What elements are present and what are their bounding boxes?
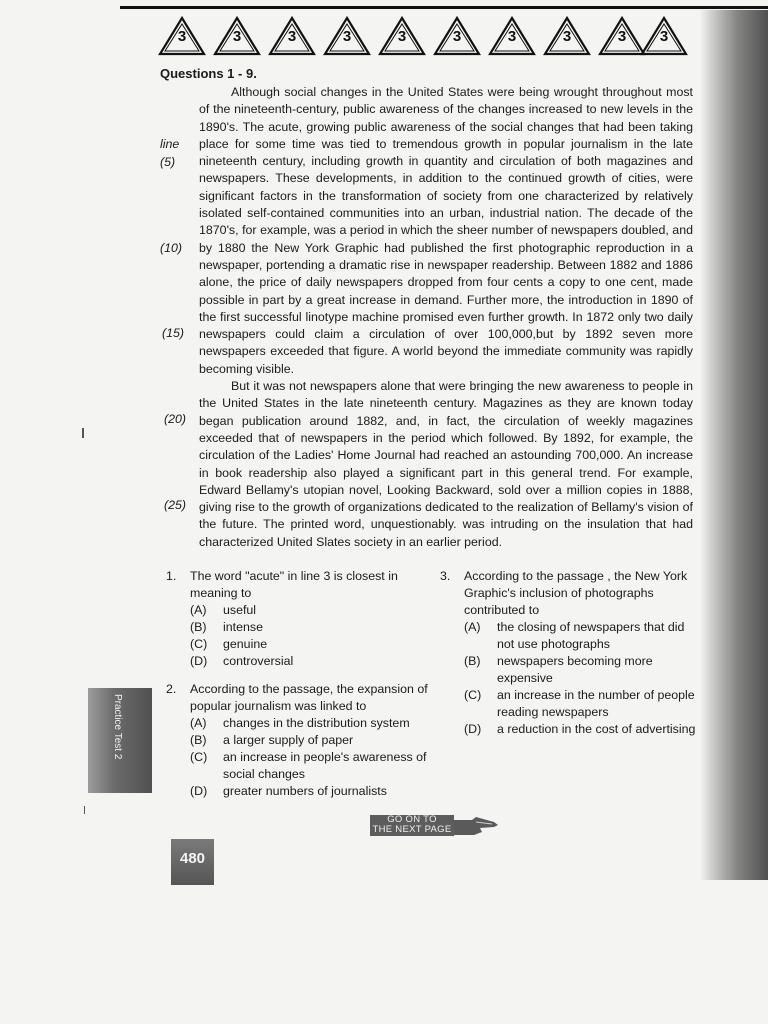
section-badge [268,16,316,56]
page-number: 480 [179,850,206,867]
scan-speck [82,428,84,438]
page-number-box [171,839,214,885]
answer-option[interactable] [464,687,700,721]
answer-option[interactable] [464,653,700,687]
option-letter: (A) [464,620,481,634]
scan-speck [84,806,85,814]
answer-option[interactable] [190,636,436,653]
answer-option[interactable] [190,783,436,800]
option-text: an increase in people's awareness of social changes [223,750,427,781]
section-badges [158,16,688,56]
question-stem: The word "acute" in line 3 is closest in meaning to [190,569,398,600]
question-stem: According to the passage , the New York Graphic's inclusion of photographs contributed to [464,569,688,617]
option-text: newspapers becoming more expensive [497,654,653,685]
badge-number: 3 [177,28,187,45]
option-text: controversial [223,654,294,668]
section-badge [598,16,646,56]
badge-number: 3 [507,28,517,45]
go-on-label [370,815,454,836]
section-badge [158,16,206,56]
question-stem: According to the passage, the expansion of popular journalism was linked to [190,682,428,713]
badge-number: 3 [659,28,669,45]
option-text: a reduction in the cost of advertising [497,722,696,736]
option-text: intense [223,620,263,634]
answer-option[interactable] [464,619,700,653]
option-letter: (B) [190,733,207,747]
go-on-next-page-button[interactable] [370,815,498,837]
page-binding-shadow [700,10,768,880]
badge-number: 3 [342,28,352,45]
answer-option[interactable] [190,732,436,749]
answer-option[interactable] [190,749,436,783]
section-badge [543,16,591,56]
answer-option[interactable] [464,721,700,738]
question-1 [166,568,436,670]
option-letter: (C) [464,688,482,702]
option-letter: (A) [190,716,207,730]
option-letter: (C) [190,750,208,764]
question-3 [440,568,700,738]
line-marker: (5) [160,155,176,169]
badge-number: 3 [232,28,242,45]
line-marker: (25) [164,498,187,512]
option-letter: (B) [190,620,207,634]
line-marker: (20) [164,412,187,426]
option-letter: (A) [190,603,207,617]
option-letter: (B) [464,654,481,668]
answer-option[interactable] [190,715,436,732]
question-2 [166,681,436,800]
section-badge [378,16,426,56]
pointing-hand-icon [454,816,498,836]
go-on-line2: THE NEXT PAGE [372,824,452,835]
passage-paragraph: Although social changes in the United States were being wrought throughout most of the nineteenth-century, public awareness of the changes increased to new levels in the 1890's. The acute, growing public awareness of the social changes that had been taking place for some time was tied to tremendous growth in popular journalism in the late nineteenth century, including growth in quantity and circulation of both magazines and newspapers. These developments, in addition to the continued growth of cities, were significant factors in the transformation of society from one characterized by relatively isolated self-contained communities into an urban, industrial nation. The decade of the 1870's, for example, was a period in which the sheer number of newspapers doubled, and by 1880 the New York Graphic had published the first photographic reproduction in a newspaper, portending a dramatic rise in newspaper readership. Between 1882 and 1886 alone, the price of daily newspapers dropped from four cents a copy to one cent, made possible in part by a great increase in demand. Further more, the introduction in 1890 of the first successful linotype machine promised even further growth. In 1872 only two daily newspapers could claim a circulation of over 100,000,but by 1892 seven more newspapers exceeded that figure. A world beyond the immediate community was rapidly becoming visible. [199,85,693,376]
option-letter: (D) [464,722,482,736]
option-text: an increase in the number of people reading newspapers [497,688,695,719]
option-letter: (C) [190,637,208,651]
practice-test-side-tab [88,688,152,793]
badge-number: 3 [452,28,462,45]
questions-left-column [166,568,436,811]
badge-number: 3 [617,28,627,45]
line-marker: line [160,137,180,151]
badge-number: 3 [397,28,407,45]
line-marker: (15) [162,326,185,340]
line-marker: (10) [160,241,183,255]
answer-option[interactable] [190,653,436,670]
question-number: 3. [440,569,451,583]
side-tab-label: Practice Test 2 [112,694,123,760]
question-number: 1. [166,569,177,583]
passage-paragraph: But it was not newspapers alone that were bringing the new awareness to people in the United States in the late nineteenth century. Magazines as they are known today began publication around 1882, and, in fact, the circulation of weekly magazines exceeded that of newspapers in the period which followed. By 1892, for example, the circulation of the Ladies' Home Journal had reached an astounding 700,000. An increase in book readership also played a significant part in this general trend. For example, Edward Bellamy's utopian novel, Looking Backward, sold over a million copies in 1888, giving rise to the growth of organizations dedicated to the realization of Bellamy's vision of the future. The printed word, unquestionably. was intruding on the insulation that had characterized United Slates society in an earlier period. [199,379,693,549]
section-badge [433,16,481,56]
answer-option[interactable] [190,602,436,619]
badge-number: 3 [562,28,572,45]
questions-right-column [440,568,700,749]
option-text: greater numbers of journalists [223,784,387,798]
section-badge [213,16,261,56]
option-text: a larger supply of paper [223,733,354,747]
option-text: changes in the distribution system [223,716,410,730]
answer-option[interactable] [190,619,436,636]
top-rule [120,6,768,9]
reading-passage [199,84,693,551]
question-number: 2. [166,682,177,696]
option-text: the closing of newspapers that did not use photographs [497,620,685,651]
option-text: useful [223,603,257,617]
badge-number: 3 [287,28,297,45]
go-on-line1: GO ON TO [387,814,437,825]
section-badge [488,16,536,56]
option-letter: (D) [190,654,208,668]
section-badge [640,16,688,56]
option-text: genuine [223,637,268,651]
section-heading: Questions 1 - 9. [160,66,257,81]
section-badge [323,16,371,56]
option-letter: (D) [190,784,208,798]
